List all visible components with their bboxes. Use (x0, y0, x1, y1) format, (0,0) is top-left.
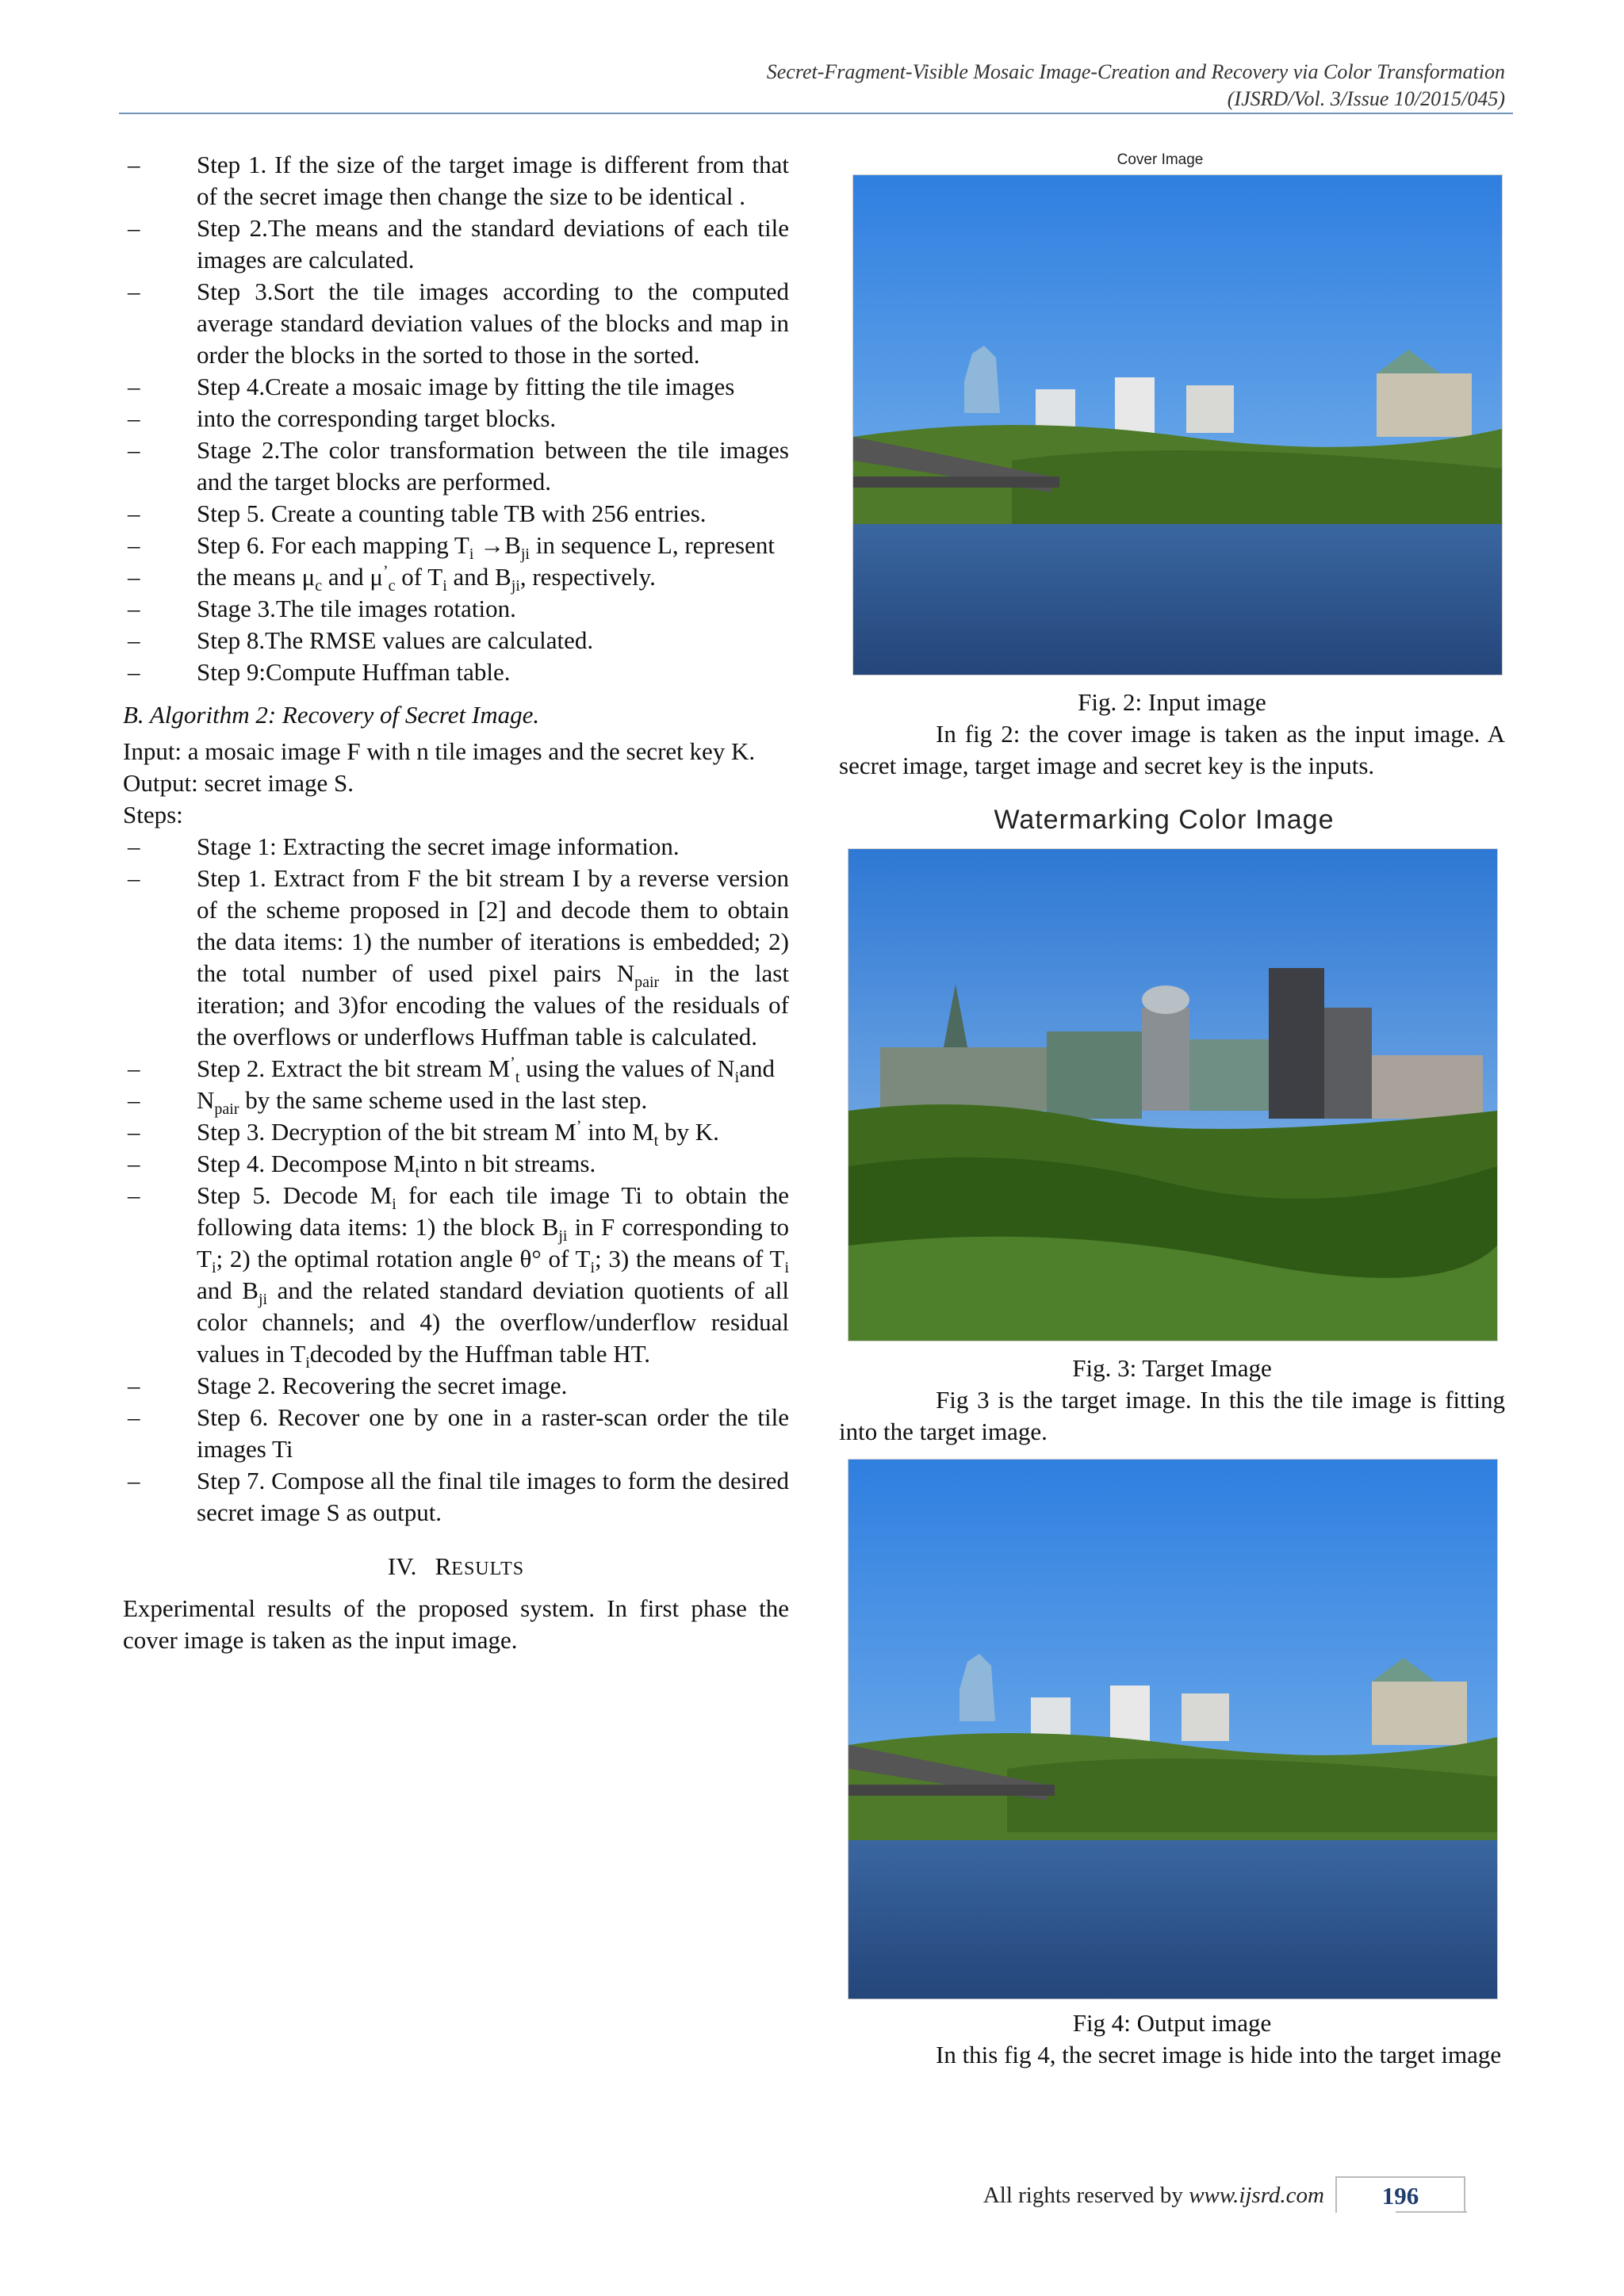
algorithm-step: – Step 8.The RMSE values are calculated. (128, 626, 594, 654)
recovery-step-4: – Step 4. Decompose $M_tinto$ n bit streams. (128, 1150, 596, 1182)
algorithm-step: – Stage 2.The color transformation between the tile images and the target blocks are performed. (128, 436, 789, 496)
algorithm-step: – Step 4.Create a mosaic image by fitting the tile images (128, 373, 735, 400)
algorithm-step: – Step 1. If the size of the target image is different from that of the secret image then change the size to be identical . (128, 151, 789, 210)
fig4-description: In this fig 4, the secret image is hide into the target image (936, 2041, 1502, 2068)
section-heading-results: IV. RESULTS (387, 1552, 525, 1580)
recovery-step-3: – Step 3. Decryption of the bit stream M’ into $M_t$ by K. (128, 1117, 719, 1150)
recovery-stage-1: – Stage 1: Extracting the secret image information. (128, 832, 680, 860)
results-paragraph: Experimental results of the proposed system. In first phase the cover image is taken as the input image. (123, 1594, 789, 1654)
fig2-caption: Fig. 2: Input image (1078, 688, 1266, 716)
algorithm-step: – Step 3.Sort the tile images according to the computed average standard deviation values of the blocks and map in order the blocks in the sorted to those in the sorted. (128, 277, 789, 369)
recovery-steps-end (123, 1370, 789, 1529)
fig4-output-image (848, 1459, 1498, 1999)
fig2-description: In fig 2: the cover image is taken as the input image. A secret image, target image and secret key is the inputs. (839, 720, 1505, 779)
recovery-npair: – $N_{pair}$ by the same scheme used in the last step. (128, 1086, 648, 1119)
right-column (839, 149, 1505, 2071)
fig2-cover-image (852, 174, 1503, 675)
header-journal: (IJSRD/Vol. 3/Issue 10/2015/045) (1227, 87, 1505, 110)
recovery-step-5: – Step 5. Decode $M_i$ for each tile image Ti to obtain the following data items: 1) the block $B_{ji}$ in F corresponding to $T_i$; 2) the optimal rotation angle θ° of $T_i$; 3) the means of $T_i$ and $B_{ji}$ and the related standard deviation quotients of all color channels; and 4) the overflow/underflow residual values in $T_idecoded$ by the Huffman table HT. (128, 1181, 790, 1372)
means-item: – the means $\mu_c$ and $\mu^’_c$ of $T_i$ and $B_{ji}$, respectively. (128, 562, 656, 595)
fig3-image-label: Watermarking Color Image (994, 805, 1335, 835)
step-6-item: – Step 6. For each mapping $T_i \to B_{ji}$ in sequence L, represent (128, 531, 775, 564)
algorithm2-heading: B. Algorithm 2: Recovery of Secret Image. (123, 701, 540, 729)
algorithm-step: – Step 2.The means and the standard deviations of each tile images are calculated. (128, 214, 789, 274)
algorithm-step: – into the corresponding target blocks. (128, 404, 557, 432)
recovery-step: – Step 6. Recover one by one in a raster-scan order the tile images Ti (128, 1403, 789, 1463)
fig4-caption: Fig 4: Output image (1072, 2009, 1272, 2037)
algorithm1-steps (123, 149, 789, 530)
header-rule (119, 113, 1513, 114)
fig3-caption: Fig. 3: Target Image (1072, 1354, 1272, 1382)
footer-site-link[interactable]: www.ijsrd.com (1189, 2183, 1324, 2208)
page-footer (952, 2176, 1467, 2214)
algorithm1-steps-end (123, 593, 789, 688)
fig3-target-image (848, 848, 1498, 1341)
algorithm2-output: Output: secret image S. (123, 769, 354, 797)
page-number: 196 (1335, 2176, 1465, 2213)
footer-rights: All rights reserved by www.ijsrd.com (982, 2183, 1324, 2208)
fig2-image-label: Cover Image (1116, 151, 1204, 168)
algorithm2-steps-label: Steps: (123, 801, 183, 828)
recovery-step-2: – Step 2. Extract the bit stream $M^’_t$ using the values of $N_iand$ (128, 1054, 775, 1087)
algorithm2-input: Input: a mosaic image F with n tile images and the secret key K. (123, 737, 756, 765)
recovery-step: – Step 7. Compose all the final tile images to form the desired secret image S as output. (128, 1467, 789, 1526)
left-column (123, 149, 789, 1656)
footer-rule (1396, 2211, 1467, 2213)
fig3-description: Fig 3 is the target image. In this the tile image is fitting into the target image. (839, 1386, 1505, 1445)
running-header (474, 59, 1505, 113)
recovery-step: – Stage 2. Recovering the secret image. (128, 1372, 568, 1399)
header-title: Secret-Fragment-Visible Mosaic Image-Creation and Recovery via Color Transformation (766, 60, 1505, 83)
algorithm-step: – Step 5. Create a counting table TB with 256 entries. (128, 499, 707, 527)
algorithm-step: – Step 9:Compute Huffman table. (128, 658, 511, 686)
recovery-step-1: – Step 1. Extract from F the bit stream I by a reverse version of the scheme proposed in [2] and decode them to obtain the data items: 1) the number of iterations is embedded; 2) the total number of used pixel pairs $N_{pair}$ in the last iteration; and 3)for encoding the values of the residuals of the overflows or underflows Huffman table is calculated. (128, 864, 789, 1050)
algorithm-step: – Stage 3.The tile images rotation. (128, 595, 516, 622)
